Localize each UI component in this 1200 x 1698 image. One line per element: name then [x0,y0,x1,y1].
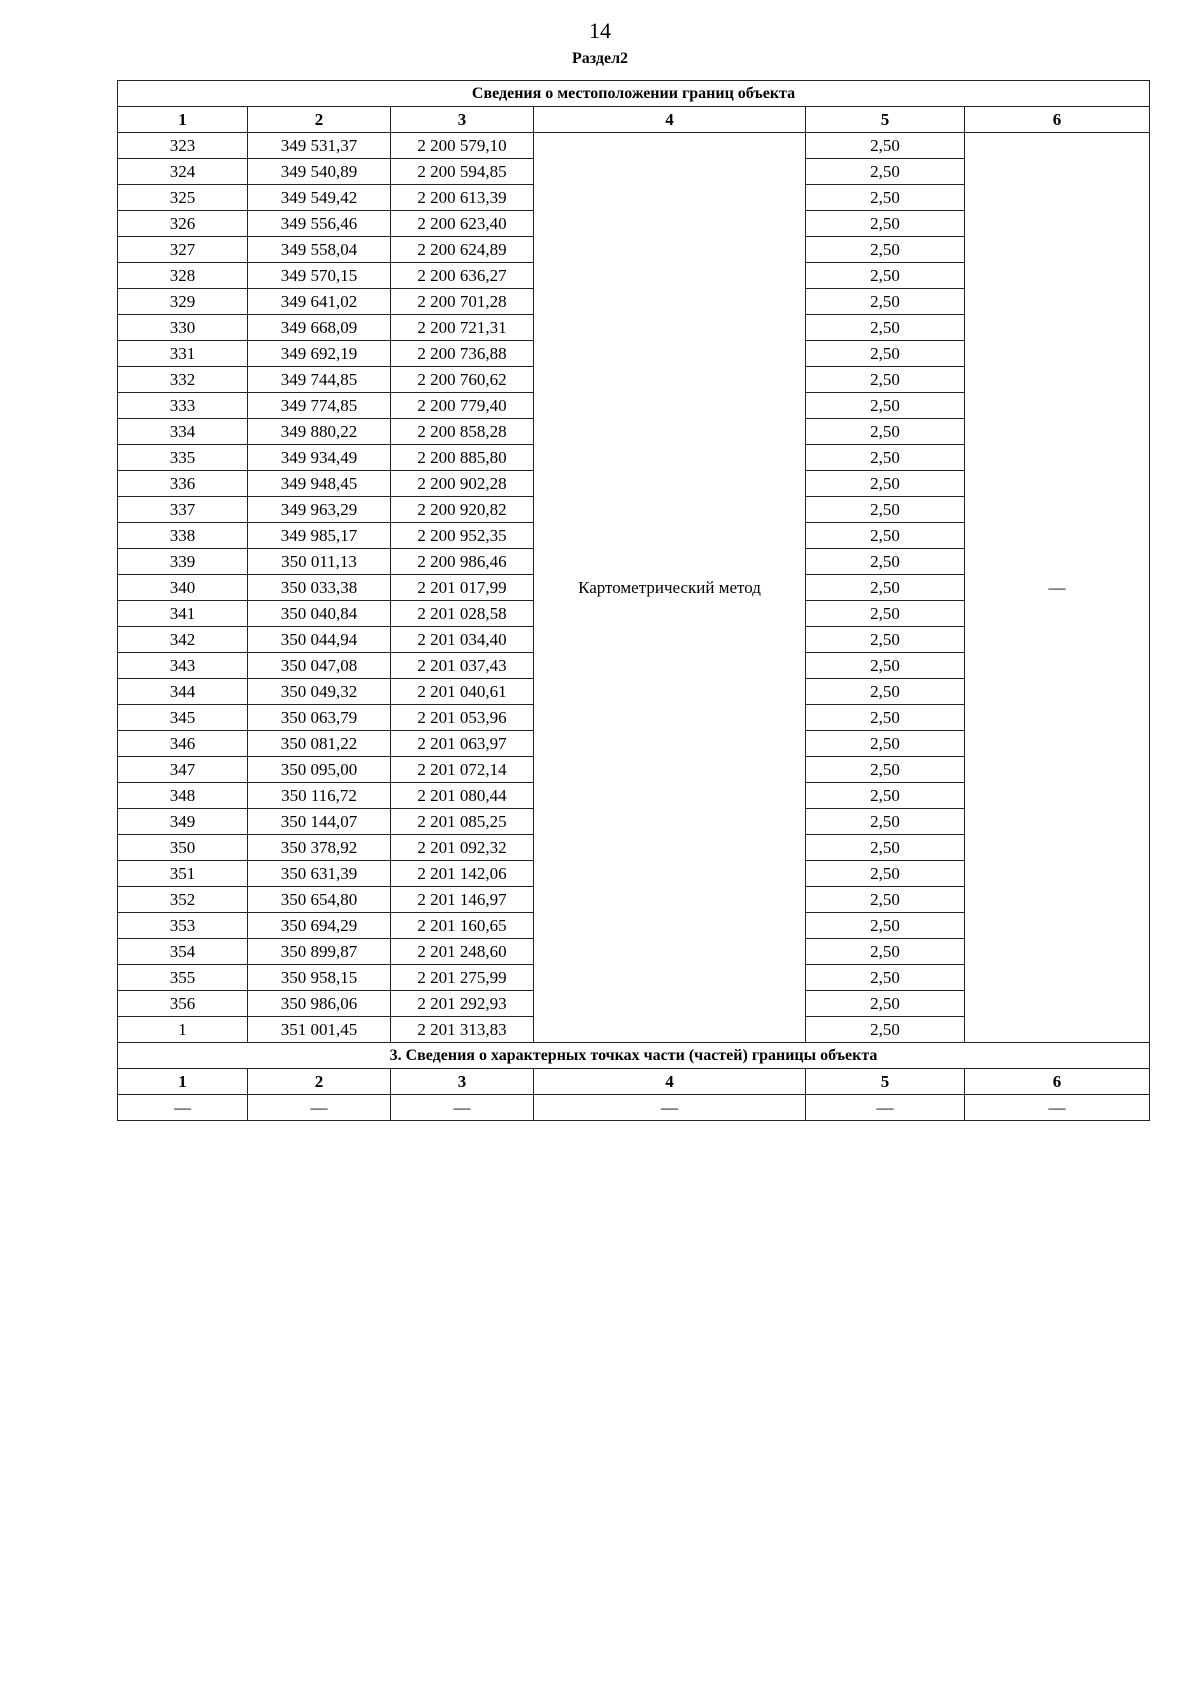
point-number: 325 [118,185,248,211]
coordinate-x: 349 744,85 [248,367,391,393]
coordinate-x: 349 963,29 [248,497,391,523]
accuracy-value: 2,50 [806,263,965,289]
accuracy-value: 2,50 [806,133,965,159]
coordinate-y: 2 200 902,28 [391,471,534,497]
header-cell: 5 [806,107,965,133]
coordinate-y: 2 200 594,85 [391,159,534,185]
coordinate-x: 350 694,29 [248,913,391,939]
accuracy-value: 2,50 [806,627,965,653]
coordinate-x: 350 631,39 [248,861,391,887]
point-number: 354 [118,939,248,965]
coordinate-y: 2 200 736,88 [391,341,534,367]
accuracy-value: 2,50 [806,549,965,575]
coordinate-x: 350 899,87 [248,939,391,965]
accuracy-value: 2,50 [806,653,965,679]
accuracy-value: 2,50 [806,237,965,263]
point-number: 347 [118,757,248,783]
accuracy-value: 2,50 [806,965,965,991]
coordinate-x: 350 378,92 [248,835,391,861]
coordinate-y: 2 200 885,80 [391,445,534,471]
coordinate-y: 2 201 080,44 [391,783,534,809]
coordinate-x: 350 986,06 [248,991,391,1017]
section-3-header-row [118,1069,1150,1095]
section-3-row [118,1095,1150,1121]
coordinate-x: 349 692,19 [248,341,391,367]
accuracy-value: 2,50 [806,679,965,705]
accuracy-value: 2,50 [806,757,965,783]
accuracy-value: 2,50 [806,1017,965,1043]
table-caption: Сведения о местоположении границ объекта [118,81,1150,107]
coordinate-y: 2 201 040,61 [391,679,534,705]
accuracy-value: 2,50 [806,835,965,861]
accuracy-value: 2,50 [806,887,965,913]
coordinate-x: 349 540,89 [248,159,391,185]
header-cell: 5 [806,1069,965,1095]
column-6-cell: — [965,133,1150,1043]
coordinate-y: 2 201 037,43 [391,653,534,679]
method-cell: Картометрический метод [534,133,806,1043]
point-number: 351 [118,861,248,887]
point-number: 328 [118,263,248,289]
coordinate-x: 349 556,46 [248,211,391,237]
coordinate-x: 350 047,08 [248,653,391,679]
coordinate-y: 2 201 034,40 [391,627,534,653]
coordinate-y: 2 200 760,62 [391,367,534,393]
point-number: 349 [118,809,248,835]
coordinate-x: 351 001,45 [248,1017,391,1043]
coordinate-x: 350 063,79 [248,705,391,731]
point-number: 323 [118,133,248,159]
point-number: 337 [118,497,248,523]
point-number: 330 [118,315,248,341]
point-number: 324 [118,159,248,185]
coordinate-y: 2 201 146,97 [391,887,534,913]
accuracy-value: 2,50 [806,471,965,497]
coordinate-y: 2 201 248,60 [391,939,534,965]
dash-cell: — [806,1095,965,1121]
coordinate-x: 350 144,07 [248,809,391,835]
coordinate-y: 2 201 085,25 [391,809,534,835]
accuracy-value: 2,50 [806,159,965,185]
coordinate-y: 2 200 636,27 [391,263,534,289]
coordinate-x: 349 570,15 [248,263,391,289]
header-cell: 2 [248,107,391,133]
coordinate-y: 2 200 624,89 [391,237,534,263]
point-number: 356 [118,991,248,1017]
point-number: 355 [118,965,248,991]
coordinate-y: 2 201 275,99 [391,965,534,991]
accuracy-value: 2,50 [806,367,965,393]
point-number: 344 [118,679,248,705]
accuracy-value: 2,50 [806,783,965,809]
coordinate-y: 2 200 579,10 [391,133,534,159]
accuracy-value: 2,50 [806,913,965,939]
section-3-caption: 3. Сведения о характерных точках части (частей) границы объекта [118,1043,1150,1069]
point-number: 340 [118,575,248,601]
table-row [118,133,1150,159]
coordinate-x: 350 040,84 [248,601,391,627]
coordinate-y: 2 201 053,96 [391,705,534,731]
page-number: 14 [589,18,611,43]
accuracy-value: 2,50 [806,211,965,237]
coordinate-y: 2 201 017,99 [391,575,534,601]
dash-cell: — [965,1095,1150,1121]
accuracy-value: 2,50 [806,939,965,965]
coordinate-x: 349 880,22 [248,419,391,445]
point-number: 346 [118,731,248,757]
coordinate-x: 350 081,22 [248,731,391,757]
accuracy-value: 2,50 [806,315,965,341]
point-number: 343 [118,653,248,679]
point-number: 339 [118,549,248,575]
point-number: 342 [118,627,248,653]
coordinate-x: 350 044,94 [248,627,391,653]
point-number: 327 [118,237,248,263]
point-number: 345 [118,705,248,731]
header-cell: 4 [534,1069,806,1095]
accuracy-value: 2,50 [806,341,965,367]
section-3-caption-row [118,1043,1150,1069]
dash-cell: — [534,1095,806,1121]
header-cell: 3 [391,1069,534,1095]
boundary-table [117,80,1150,1121]
coordinate-y: 2 200 952,35 [391,523,534,549]
accuracy-value: 2,50 [806,809,965,835]
point-number: 1 [118,1017,248,1043]
coordinate-y: 2 200 920,82 [391,497,534,523]
accuracy-value: 2,50 [806,523,965,549]
point-number: 335 [118,445,248,471]
coordinate-y: 2 201 142,06 [391,861,534,887]
coordinate-y: 2 200 858,28 [391,419,534,445]
dash-cell: — [248,1095,391,1121]
header-cell: 6 [965,107,1150,133]
point-number: 333 [118,393,248,419]
coordinate-x: 349 558,04 [248,237,391,263]
coordinate-x: 350 033,38 [248,575,391,601]
accuracy-value: 2,50 [806,289,965,315]
point-number: 350 [118,835,248,861]
dash-cell: — [391,1095,534,1121]
coordinate-x: 349 774,85 [248,393,391,419]
coordinate-x: 350 049,32 [248,679,391,705]
accuracy-value: 2,50 [806,185,965,211]
coordinate-x: 349 934,49 [248,445,391,471]
accuracy-value: 2,50 [806,705,965,731]
header-cell: 1 [118,107,248,133]
accuracy-value: 2,50 [806,861,965,887]
accuracy-value: 2,50 [806,393,965,419]
dash-cell: — [118,1095,248,1121]
header-cell: 1 [118,1069,248,1095]
coordinate-x: 349 985,17 [248,523,391,549]
accuracy-value: 2,50 [806,575,965,601]
accuracy-value: 2,50 [806,731,965,757]
coordinate-y: 2 201 072,14 [391,757,534,783]
point-number: 332 [118,367,248,393]
accuracy-value: 2,50 [806,991,965,1017]
coordinate-x: 350 654,80 [248,887,391,913]
point-number: 326 [118,211,248,237]
header-cell: 2 [248,1069,391,1095]
point-number: 338 [118,523,248,549]
coordinate-x: 349 641,02 [248,289,391,315]
coordinate-y: 2 201 292,93 [391,991,534,1017]
coordinate-y: 2 200 986,46 [391,549,534,575]
point-number: 331 [118,341,248,367]
coordinate-y: 2 200 623,40 [391,211,534,237]
accuracy-value: 2,50 [806,445,965,471]
header-cell: 3 [391,107,534,133]
point-number: 334 [118,419,248,445]
coordinate-x: 349 549,42 [248,185,391,211]
point-number: 352 [118,887,248,913]
section-title: Раздел2 [571,50,629,67]
coordinate-x: 349 531,37 [248,133,391,159]
coordinate-y: 2 201 028,58 [391,601,534,627]
table-header-row [118,107,1150,133]
coordinate-x: 350 011,13 [248,549,391,575]
point-number: 353 [118,913,248,939]
coordinate-y: 2 200 701,28 [391,289,534,315]
point-number: 348 [118,783,248,809]
coordinate-y: 2 201 160,65 [391,913,534,939]
coordinate-y: 2 201 092,32 [391,835,534,861]
header-cell: 4 [534,107,806,133]
coordinate-y: 2 201 313,83 [391,1017,534,1043]
coordinate-y: 2 201 063,97 [391,731,534,757]
coordinate-x: 350 095,00 [248,757,391,783]
coordinate-y: 2 200 721,31 [391,315,534,341]
point-number: 329 [118,289,248,315]
header-cell: 6 [965,1069,1150,1095]
coordinate-x: 350 116,72 [248,783,391,809]
accuracy-value: 2,50 [806,601,965,627]
coordinate-x: 349 948,45 [248,471,391,497]
accuracy-value: 2,50 [806,497,965,523]
coordinate-y: 2 200 613,39 [391,185,534,211]
coordinate-y: 2 200 779,40 [391,393,534,419]
coordinate-x: 350 958,15 [248,965,391,991]
coordinate-x: 349 668,09 [248,315,391,341]
point-number: 341 [118,601,248,627]
accuracy-value: 2,50 [806,419,965,445]
point-number: 336 [118,471,248,497]
